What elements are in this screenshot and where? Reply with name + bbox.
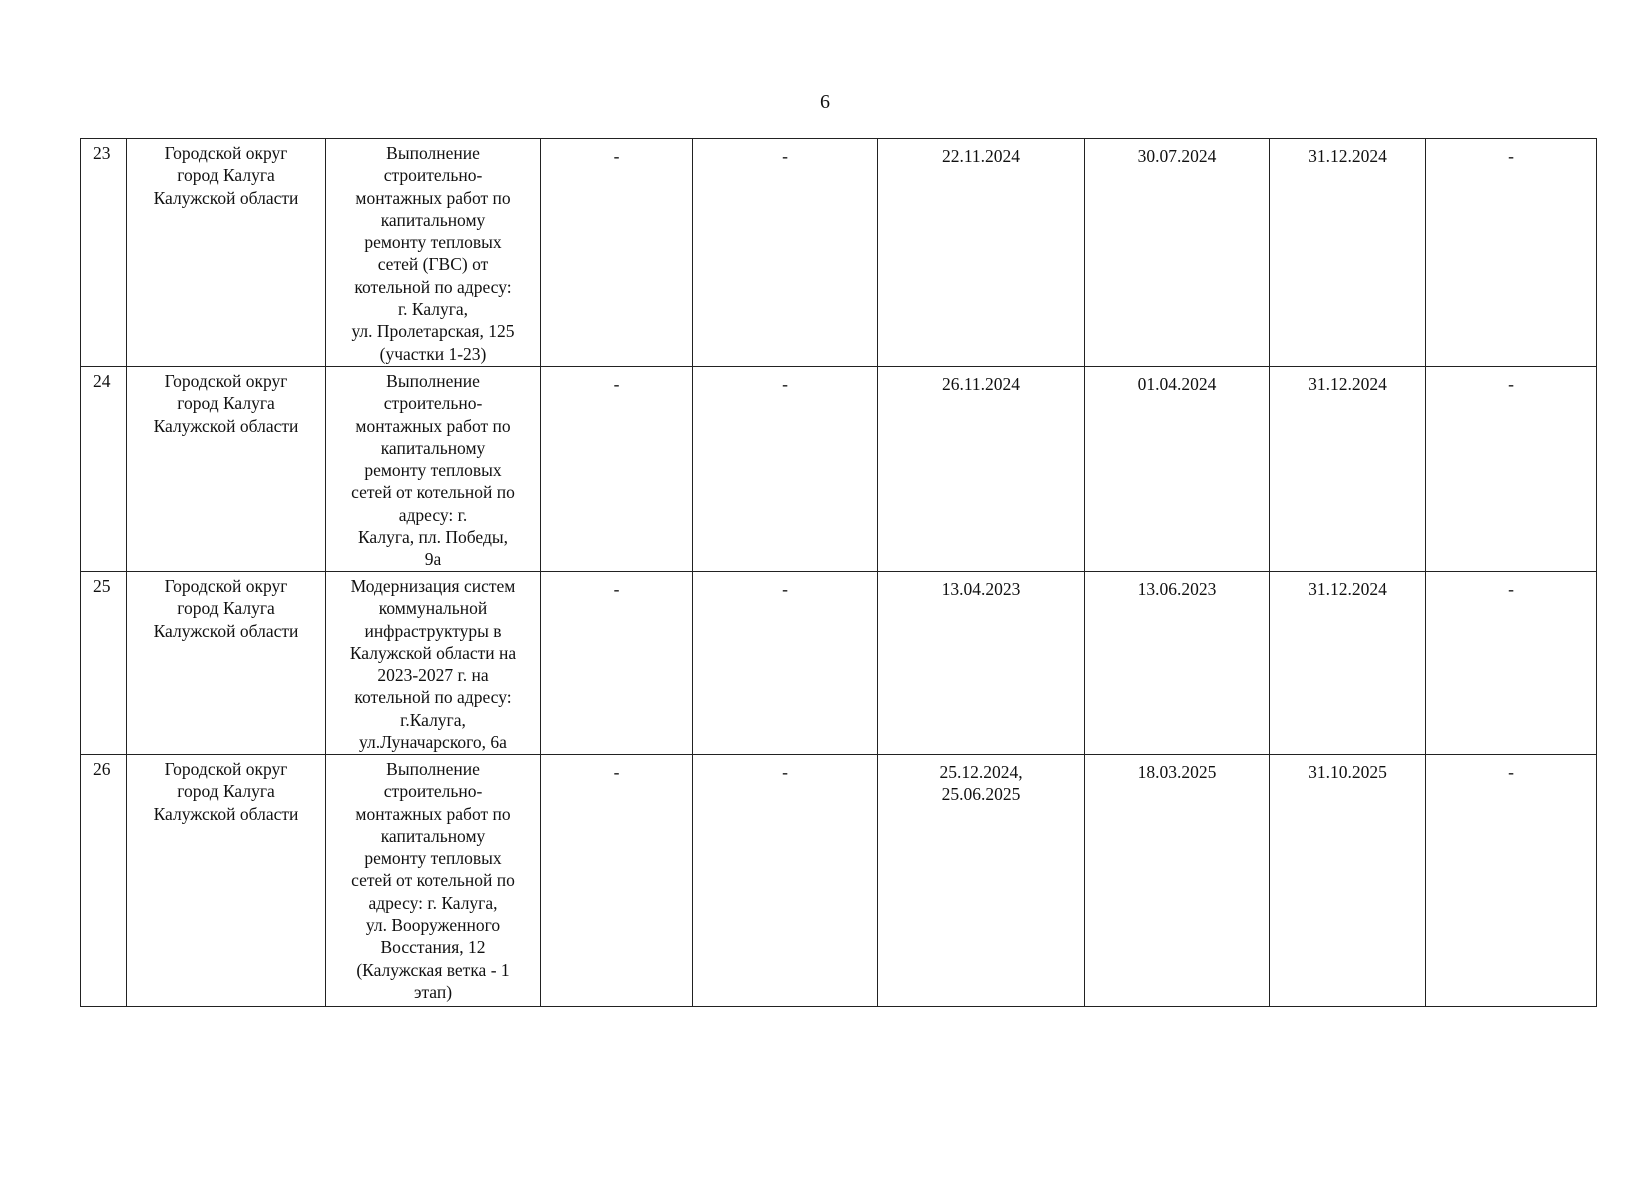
date-cell	[878, 572, 1085, 755]
value-cell: -	[541, 572, 693, 755]
date-cell: 30.07.2024	[1085, 139, 1270, 367]
value-cell: -	[693, 755, 878, 1007]
table-row	[81, 367, 1597, 572]
value-cell: -	[1426, 755, 1597, 1007]
row-number: 25	[81, 572, 127, 755]
value-cell: -	[1426, 367, 1597, 572]
date-cell	[878, 139, 1085, 367]
date-cell	[878, 367, 1085, 572]
date-cell: 13.06.2023	[1085, 572, 1270, 755]
value-cell: -	[693, 367, 878, 572]
region-cell: Городской округ город Калуга Калужской области	[127, 139, 326, 367]
value-cell: -	[541, 367, 693, 572]
region-cell: Городской округ город Калуга Калужской области	[127, 367, 326, 572]
date-value: 13.04.2023	[941, 579, 1021, 599]
value-cell: -	[1426, 139, 1597, 367]
page-number: 6	[820, 91, 830, 113]
table-row	[81, 572, 1597, 755]
row-number: 26	[81, 755, 127, 1007]
date-cell: 18.03.2025	[1085, 755, 1270, 1007]
value-cell: -	[541, 755, 693, 1007]
row-number: 23	[81, 139, 127, 367]
table-row	[81, 139, 1597, 367]
date-cell: 31.12.2024	[1270, 367, 1426, 572]
row-number: 24	[81, 367, 127, 572]
date-cell: 01.04.2024	[1085, 367, 1270, 572]
value-cell: -	[693, 572, 878, 755]
date-value: 25.12.2024,	[939, 762, 1023, 782]
work-description-cell: Выполнение строительно- монтажных работ по капитальному ремонту тепловых сетей (ГВС) от котельной по адресу: г. Калуга, ул. Пролетарская, 125 (участки 1-23)	[326, 139, 541, 367]
value-cell: -	[541, 139, 693, 367]
date-value: 22.11.2024	[941, 146, 1021, 166]
date-cell: 31.10.2025	[1270, 755, 1426, 1007]
works-table	[80, 138, 1597, 1007]
date-value: 25.06.2025	[941, 784, 1021, 805]
work-description-cell: Модернизация систем коммунальной инфраструктуры в Калужской области на 2023-2027 г. на котельной по адресу: г.Калуга, ул.Луначарского, 6а	[326, 572, 541, 755]
work-description-cell: Выполнение строительно- монтажных работ по капитальному ремонту тепловых сетей от котельной по адресу: г. Калуга, ул. Вооруженного Восстания, 12 (Калужская ветка - 1 этап)	[326, 755, 541, 1007]
date-cell: 31.12.2024	[1270, 572, 1426, 755]
date-value: 26.11.2024	[941, 374, 1021, 394]
value-cell: -	[1426, 572, 1597, 755]
work-description-cell: Выполнение строительно- монтажных работ по капитальному ремонту тепловых сетей от котельной по адресу: г. Калуга, пл. Победы, 9а	[326, 367, 541, 572]
value-cell: -	[693, 139, 878, 367]
region-cell: Городской округ город Калуга Калужской области	[127, 755, 326, 1007]
region-cell: Городской округ город Калуга Калужской области	[127, 572, 326, 755]
date-cell	[878, 755, 1085, 1007]
date-cell: 31.12.2024	[1270, 139, 1426, 367]
table-row	[81, 755, 1597, 1007]
